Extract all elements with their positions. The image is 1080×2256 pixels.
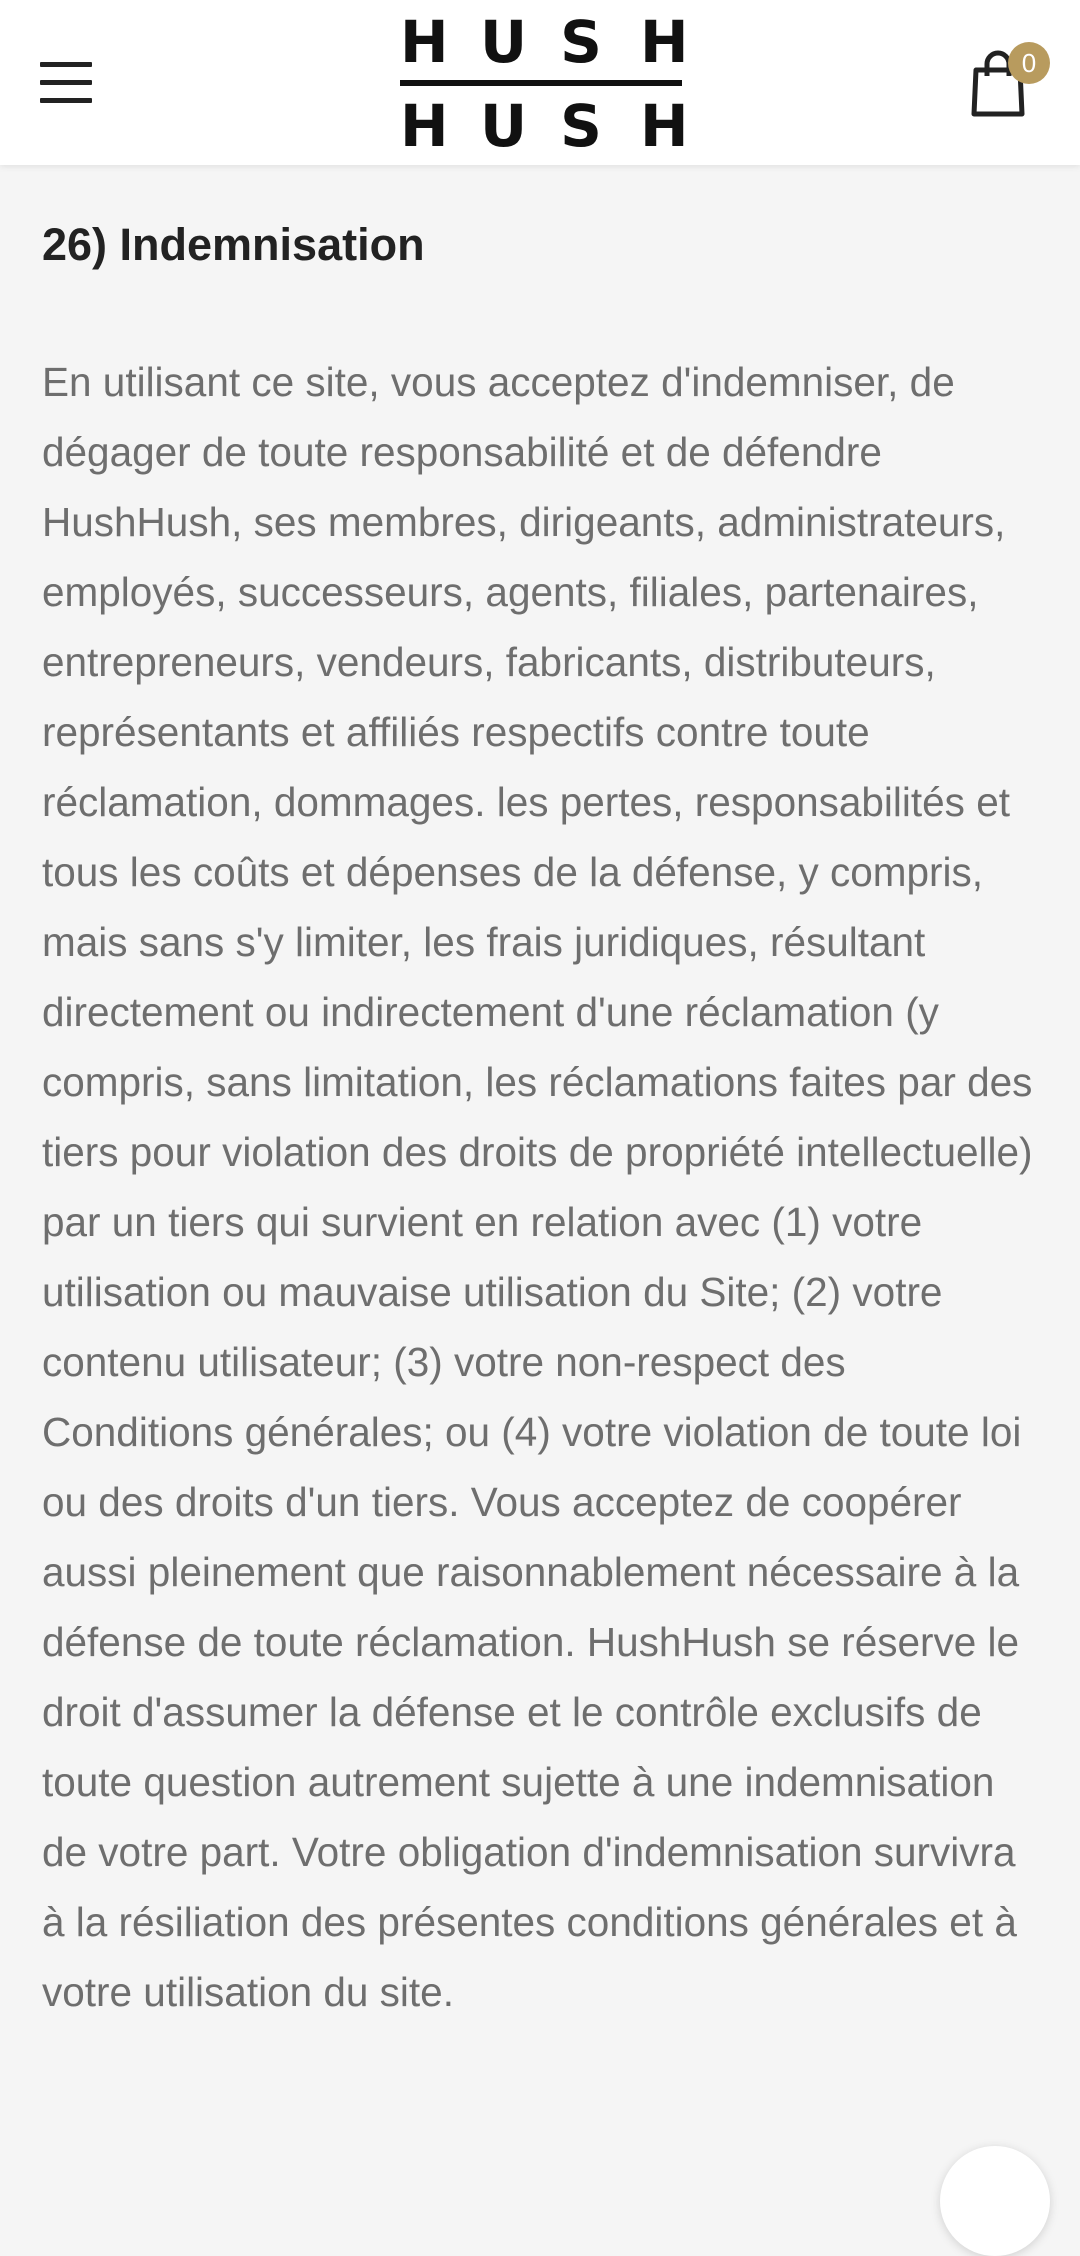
section-body: En utilisant ce site, vous acceptez d'indemniser, de dégager de toute responsabilité et de défendre HushHush, ses membres, dirigeants, administrateurs, employés, successeurs, agents, filiales, partenaires, entrepreneurs, vendeurs, fabricants, distributeurs, représentants et affiliés respectifs contre toute réclamation, dommages. les pertes, responsabilités et tous les coûts et dépenses de la défense, y compris, mais sans s'y limiter, les frais juridiques, résultant directement ou indirectement d'une réclamation (y compris, sans limitation, les réclamations faites par des tiers pour violation des droits de propriété intellectuelle) par un tiers qui survient en relation avec (1) votre utilisation ou mauvaise utilisation du Site; (2) votre contenu utilisateur; (3) votre non-respect des Conditions générales; ou (4) votre violation de toute loi ou des droits d'un tiers. Vous acceptez de coopérer aussi pleinement que raisonnablement nécessaire à la défense de toute réclamation. HushHush se réserve le droit d'assumer la défense et le contrôle exclusifs de toute question autrement sujette à une indemnisation de votre part. Votre obligation d'indemnisation survivra à la résiliation des présentes conditions générales et à votre utilisation du site. (42, 359, 1033, 2015)
menu-bar (40, 80, 92, 85)
logo-top-row (400, 8, 689, 76)
logo-letter: S (560, 8, 602, 76)
hushhush-logo[interactable] (400, 8, 689, 160)
logo-letter: U (480, 92, 528, 160)
logo-letter: S (560, 92, 602, 160)
cart-count-badge: 0 (1008, 42, 1050, 84)
menu-bar (40, 62, 92, 67)
page-content (42, 215, 1042, 2015)
cart-button[interactable] (970, 40, 1050, 120)
menu-bar (40, 98, 92, 103)
scroll-to-top-icon[interactable] (940, 2146, 1050, 2256)
logo-divider (400, 80, 682, 86)
logo-bottom-row (400, 92, 689, 160)
logo-letter: H (400, 92, 449, 160)
site-header (0, 0, 1080, 165)
hamburger-menu-icon[interactable] (40, 62, 92, 104)
section-title: 26) Indemnisation (42, 219, 425, 270)
logo-letter: H (640, 92, 689, 160)
logo-letter: U (480, 8, 528, 76)
logo-letter: H (400, 8, 449, 76)
logo-letter: H (640, 8, 689, 76)
